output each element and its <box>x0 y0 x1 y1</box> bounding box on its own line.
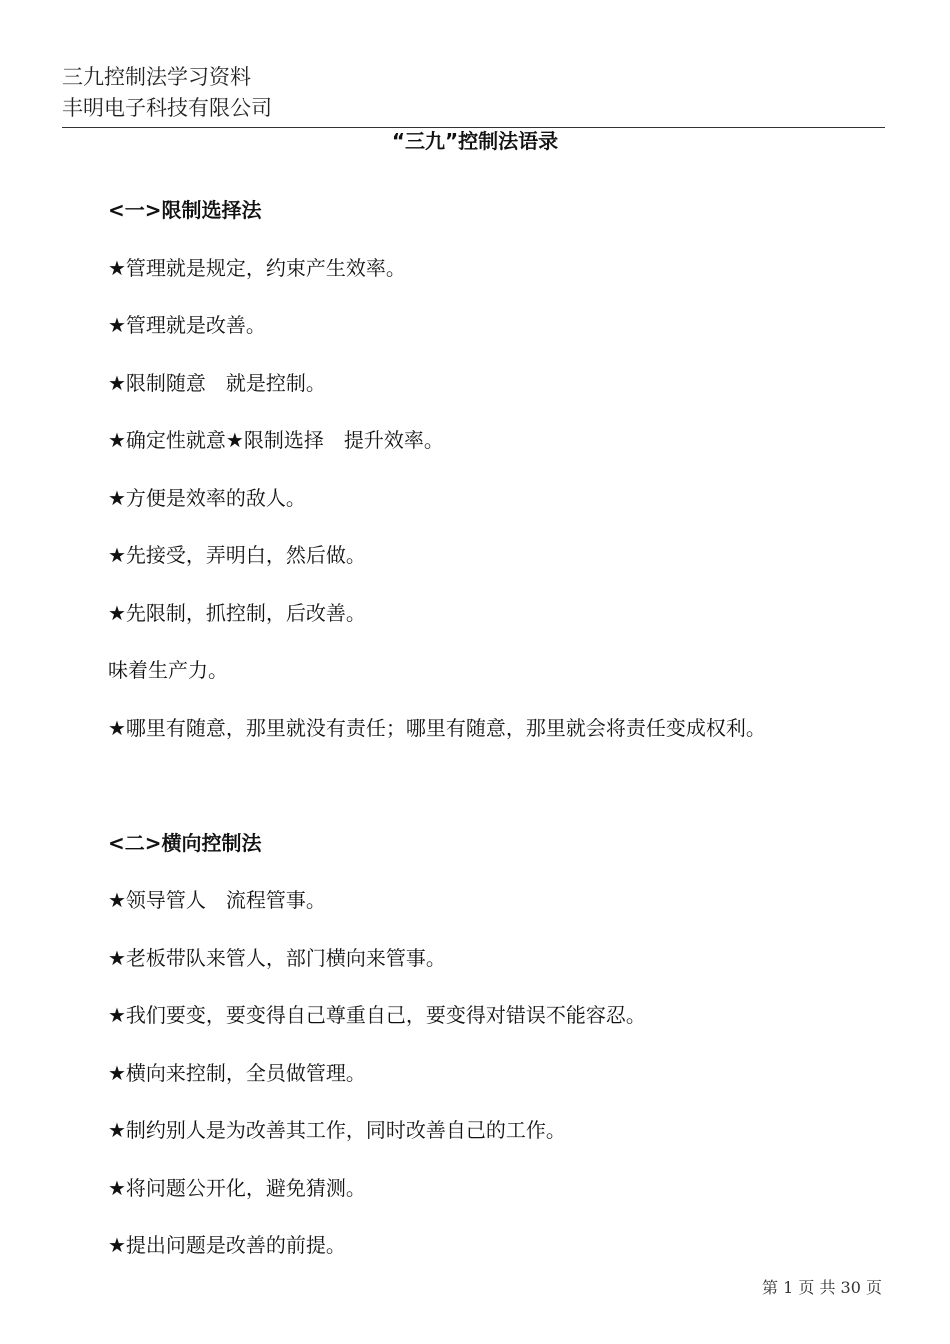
document-header <box>62 62 272 124</box>
section-heading-1: <一>限制选择法 <box>108 198 262 222</box>
section-heading-2: <二>横向控制法 <box>108 830 262 855</box>
document-body <box>108 182 908 1275</box>
quote-line: ★横向来控制，全员做管理。 <box>108 1060 366 1085</box>
header-line-1: 三九控制法学习资料 <box>62 65 251 89</box>
quote-line: ★方便是效率的敌人。 <box>108 485 306 510</box>
quote-line: ★领导管人 流程管事。 <box>108 888 326 912</box>
quote-line: ★制约别人是为改善其工作，同时改善自己的工作。 <box>108 1118 566 1142</box>
quote-line: ★限制随意 就是控制。 <box>108 370 326 395</box>
quote-line: ★管理就是规定，约束产生效率。 <box>108 255 406 280</box>
quote-line: ★老板带队来管人，部门横向来管事。 <box>108 945 446 970</box>
quote-line: ★哪里有随意，那里就没有责任；哪里有随意，那里就会将责任变成权利。 <box>108 715 766 740</box>
quote-line: ★先限制，抓控制，后改善。 <box>108 600 366 625</box>
quote-line: ★先接受，弄明白，然后做。 <box>108 543 366 567</box>
quote-line: ★我们要变，要变得自己尊重自己，要变得对错误不能容忍。 <box>108 1003 646 1027</box>
quote-line: ★管理就是改善。 <box>108 313 266 337</box>
quote-line: ★确定性就意★限制选择 提升效率。 <box>108 428 444 452</box>
quote-line: 味着生产力。 <box>108 658 228 682</box>
section-spacer <box>108 757 908 815</box>
document-title: “三九”控制法语录 <box>391 129 559 153</box>
page-number: 第 1 页 共 30 页 <box>762 1278 882 1297</box>
quote-line: ★提出问题是改善的前提。 <box>108 1233 346 1257</box>
quote-line: ★将问题公开化，避免猜测。 <box>108 1175 366 1200</box>
header-line-2: 丰明电子科技有限公司 <box>62 96 272 120</box>
